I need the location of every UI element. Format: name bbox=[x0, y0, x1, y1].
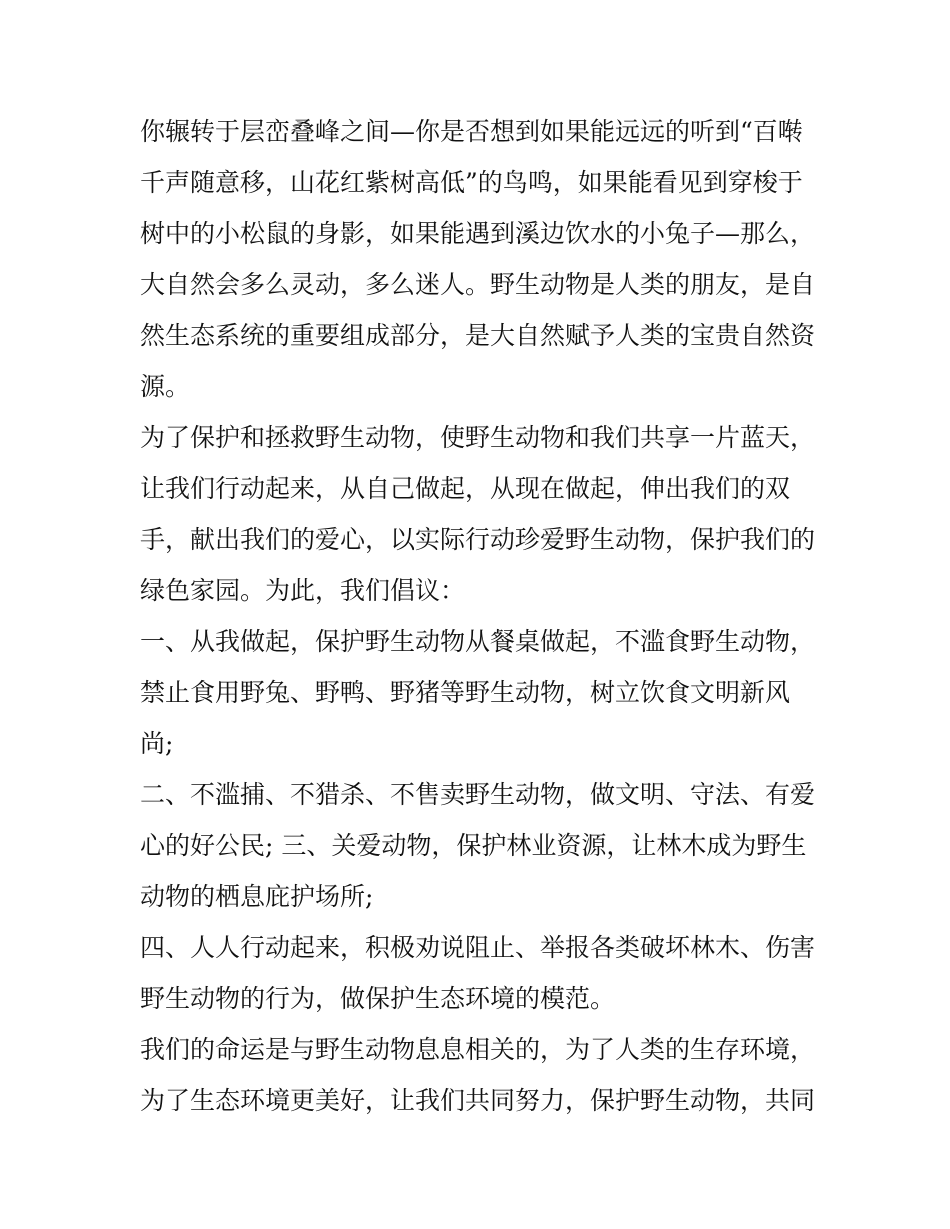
text-line: 野生动物的行为，做保护生态环境的模范。 bbox=[140, 984, 616, 1013]
text-line: 绿色家园。为此，我们倡议： bbox=[140, 576, 466, 605]
text-line: 树中的小松鼠的身影，如果能遇到溪边饮水的小兔子—那么， bbox=[140, 219, 816, 248]
text-line: 为了保护和拯救野生动物，使野生动物和我们共享一片蓝天， bbox=[140, 423, 816, 452]
text-line: 我们的命运是与野生动物息息相关的，为了人类的生存环境， bbox=[140, 1035, 816, 1064]
text-line: 源。 bbox=[140, 372, 191, 401]
text-line: 手，献出我们的爱心，以实际行动珍爱野生动物，保护我们的 bbox=[140, 525, 816, 554]
text-line: 动物的栖息庇护场所; bbox=[140, 882, 374, 911]
text-line: 二、不滥捕、不猎杀、不售卖野生动物，做文明、守法、有爱 bbox=[140, 780, 816, 809]
paragraph-proposal-1 bbox=[140, 616, 820, 769]
text-line: 大自然会多么灵动，多么迷人。野生动物是人类的朋友，是自 bbox=[140, 270, 816, 299]
paragraph-intro bbox=[140, 106, 820, 412]
text-line: 尚; bbox=[140, 729, 174, 758]
text-line: 心的好公民; 三、关爱动物，保护林业资源，让林木成为野生 bbox=[140, 831, 807, 860]
text-line: 四、人人行动起来，积极劝说阻止、举报各类破坏林木、伤害 bbox=[140, 933, 816, 962]
paragraph-conclusion bbox=[140, 1024, 820, 1126]
text-line: 你辗转于层峦叠峰之间—你是否想到如果能远远的听到“百啭 bbox=[140, 117, 803, 146]
text-line: 一、从我做起，保护野生动物从餐桌做起，不滥食野生动物， bbox=[140, 627, 816, 656]
text-line: 禁止食用野兔、野鸭、野猪等野生动物，树立饮食文明新风 bbox=[140, 678, 791, 707]
document-body bbox=[140, 106, 820, 1126]
paragraph-call-to-action bbox=[140, 412, 820, 616]
paragraph-proposal-4 bbox=[140, 922, 820, 1024]
text-line: 让我们行动起来，从自己做起，从现在做起，伸出我们的双 bbox=[140, 474, 791, 503]
text-line: 然生态系统的重要组成部分，是大自然赋予人类的宝贵自然资 bbox=[140, 321, 816, 350]
text-line: 千声随意移，山花红紫树高低”的鸟鸣，如果能看见到穿梭于 bbox=[140, 168, 803, 197]
text-line: 为了生态环境更美好，让我们共同努力，保护野生动物，共同 bbox=[140, 1086, 816, 1115]
paragraph-proposal-2-3 bbox=[140, 769, 820, 922]
